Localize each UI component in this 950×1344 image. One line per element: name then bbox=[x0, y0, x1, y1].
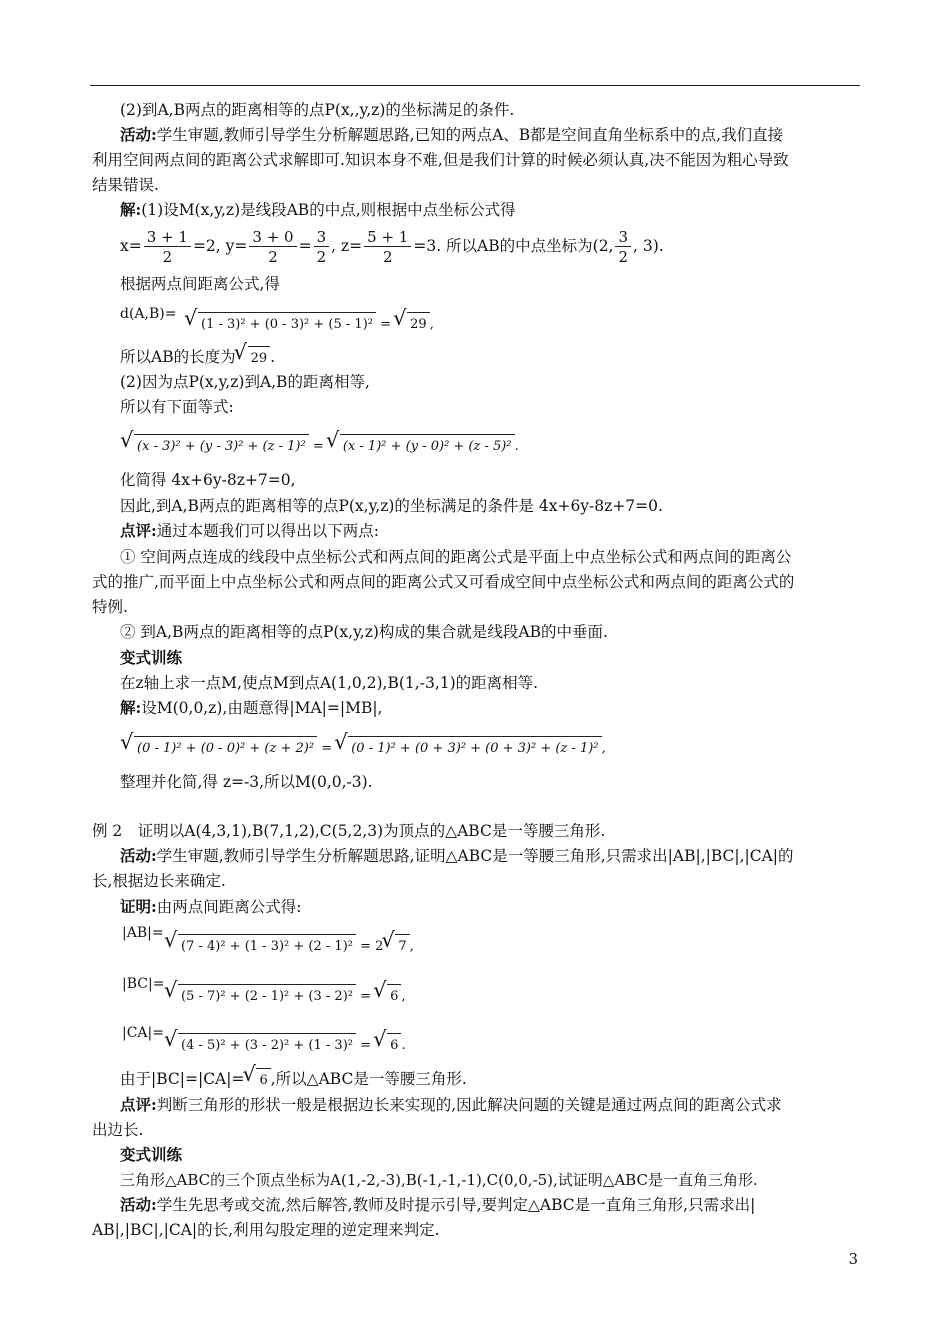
label-proof: 证明: bbox=[120, 897, 157, 916]
section-heading: 变式训练 bbox=[120, 648, 183, 667]
text-line: 解:设M(0,0,z),由题意得|MA|=|MB|, bbox=[120, 698, 383, 717]
formula-ma-mb: √ (0 - 1)² + (0 - 0)² + (z + 2)² = √ (0 - 1)² + (0 + 3)² + (0 + 3)² + (z - 1)² , bbox=[122, 736, 606, 760]
label-solution: 解: bbox=[120, 200, 142, 219]
label-activity: 活动: bbox=[120, 1195, 157, 1214]
header-rule bbox=[90, 85, 860, 86]
text-line: 式的推广,而平面上中点坐标公式和两点间的距离公式又可看成空间中点坐标公式和两点间的距离公式的 bbox=[92, 573, 795, 591]
label-bc: |BC|= bbox=[122, 976, 165, 992]
text-line: 因此,到A,B两点的距离相等的点P(x,y,z)的坐标满足的条件是 4x+6y-8z+7=0. bbox=[120, 497, 663, 515]
label-ca: |CA|= bbox=[122, 1025, 164, 1041]
text-line: 出边长. bbox=[92, 1121, 144, 1139]
text-line: ② 到A,B两点的距离相等的点P(x,y,z)构成的集合就是线段AB的中垂面. bbox=[120, 623, 608, 641]
example-heading: 例 2 证明以A(4,3,1),B(7,1,2),C(5,2,3)为顶点的△ABC是一等腰三角形. bbox=[92, 822, 606, 840]
formula-equidistant: √ (x - 3)² + (y - 3)² + (z - 1)² = √ (x - 1)² + (y - 0)² + (z - 5)² . bbox=[122, 434, 519, 458]
distance-formula-line: d(A,B)= bbox=[120, 306, 177, 322]
formula-d-ab: √ (1 - 3)² + (0 - 3)² + (5 - 1)² = √ 29 , bbox=[186, 312, 434, 336]
text-line: 在z轴上求一点M,使点M到点A(1,0,2),B(1,-3,1)的距离相等. bbox=[120, 674, 539, 692]
label-activity: 活动: bbox=[120, 846, 157, 865]
fraction: $\frac{5 + 1}{2}$ bbox=[364, 228, 411, 267]
text-line: 点评:判断三角形的形状一般是根据边长来实现的,因此解决问题的关键是通过两点间的距离公式求 bbox=[120, 1095, 782, 1114]
text-line: 证明:由两点间距离公式得: bbox=[120, 897, 302, 916]
text-line: AB|,|BC|,|CA|的长,利用勾股定理的逆定理来判定. bbox=[92, 1221, 440, 1239]
text-line: 长,根据边长来确定. bbox=[92, 872, 226, 890]
midpoint-formula-line: x= $\frac{3 + 1}{2}$ =2, y= $\frac{3 + 0}{2}$ = $\frac{3}{2}$ , z= $\frac{5 + 1}{2}$ =3. 所以AB的中点坐标为(2, $\frac{3}{2}$ , 3). bbox=[120, 227, 664, 266]
text-line: 活动:学生审题,教师引导学生分析解题思路,已知的两点A、B都是空间直角坐标系中的点,我们直接 bbox=[120, 125, 784, 144]
text-line: (2)因为点P(x,y,z)到A,B的距离相等, bbox=[120, 373, 370, 391]
text-line: (2)到A,B两点的距离相等的点P(x,,y,z)的坐标满足的条件. bbox=[120, 101, 515, 119]
text-line: 点评:通过本题我们可以得出以下两点: bbox=[120, 521, 379, 540]
section-heading: 变式训练 bbox=[120, 1145, 183, 1164]
formula-ab: √ (7 - 4)² + (1 - 3)² + (2 - 1)² = 2√ 7 , bbox=[166, 934, 414, 958]
page-number: 3 bbox=[848, 1250, 858, 1268]
text-line: 活动:学生先思考或交流,然后解答,教师及时提示引导,要判定△ABC是一直角三角形,只需求出| bbox=[120, 1195, 756, 1214]
text-line: 所以有下面等式: bbox=[120, 398, 234, 416]
label-solution: 解: bbox=[120, 698, 142, 717]
label-comment: 点评: bbox=[120, 1095, 157, 1114]
text-line: 特例. bbox=[92, 598, 128, 616]
fraction: $\frac{3}{2}$ bbox=[314, 228, 330, 267]
text-line: 活动:学生审题,教师引导学生分析解题思路,证明△ABC是一等腰三角形,只需求出|AB|,|BC|,|CA|的 bbox=[120, 846, 794, 865]
text-line: 三角形△ABC的三个顶点坐标为A(1,-2,-3),B(-1,-1,-1),C(0,0,-5),试证明△ABC是一直角三角形. bbox=[120, 1171, 758, 1189]
label-comment: 点评: bbox=[120, 521, 157, 540]
text-line: 整理并化简,得 z=-3,所以M(0,0,-3). bbox=[120, 773, 373, 791]
label-ab: |AB|= bbox=[122, 925, 164, 941]
text-line: 由于|BC|=|CA|=√ 6 ,所以△ABC是一等腰三角形. bbox=[120, 1068, 467, 1092]
formula-bc: √ (5 - 7)² + (2 - 1)² + (3 - 2)² = √ 6 , bbox=[166, 984, 406, 1008]
formula-ca: √ (4 - 5)² + (3 - 2)² + (1 - 3)² = √ 6 . bbox=[166, 1033, 406, 1057]
text-line: 结果错误. bbox=[92, 176, 159, 194]
text-line: 化简得 4x+6y-8z+7=0, bbox=[120, 471, 296, 489]
text-line: 所以AB的长度为√ 29 . bbox=[120, 346, 275, 370]
text-line: 根据两点间距离公式,得 bbox=[120, 275, 280, 293]
text-line: 利用空间两点间的距离公式求解即可.知识本身不难,但是我们计算的时候必须认真,决不能因为粗心导致 bbox=[92, 151, 789, 169]
text-line: 解:(1)设M(x,y,z)是线段AB的中点,则根据中点坐标公式得 bbox=[120, 200, 516, 219]
fraction: $\frac{3 + 1}{2}$ bbox=[144, 228, 191, 267]
fraction: $\frac{3}{2}$ bbox=[615, 228, 631, 267]
label-activity: 活动: bbox=[120, 125, 157, 144]
text-line: ① 空间两点连成的线段中点坐标公式和两点间的距离公式是平面上中点坐标公式和两点间的距离公 bbox=[120, 548, 792, 566]
fraction: $\frac{3 + 0}{2}$ bbox=[249, 228, 296, 267]
